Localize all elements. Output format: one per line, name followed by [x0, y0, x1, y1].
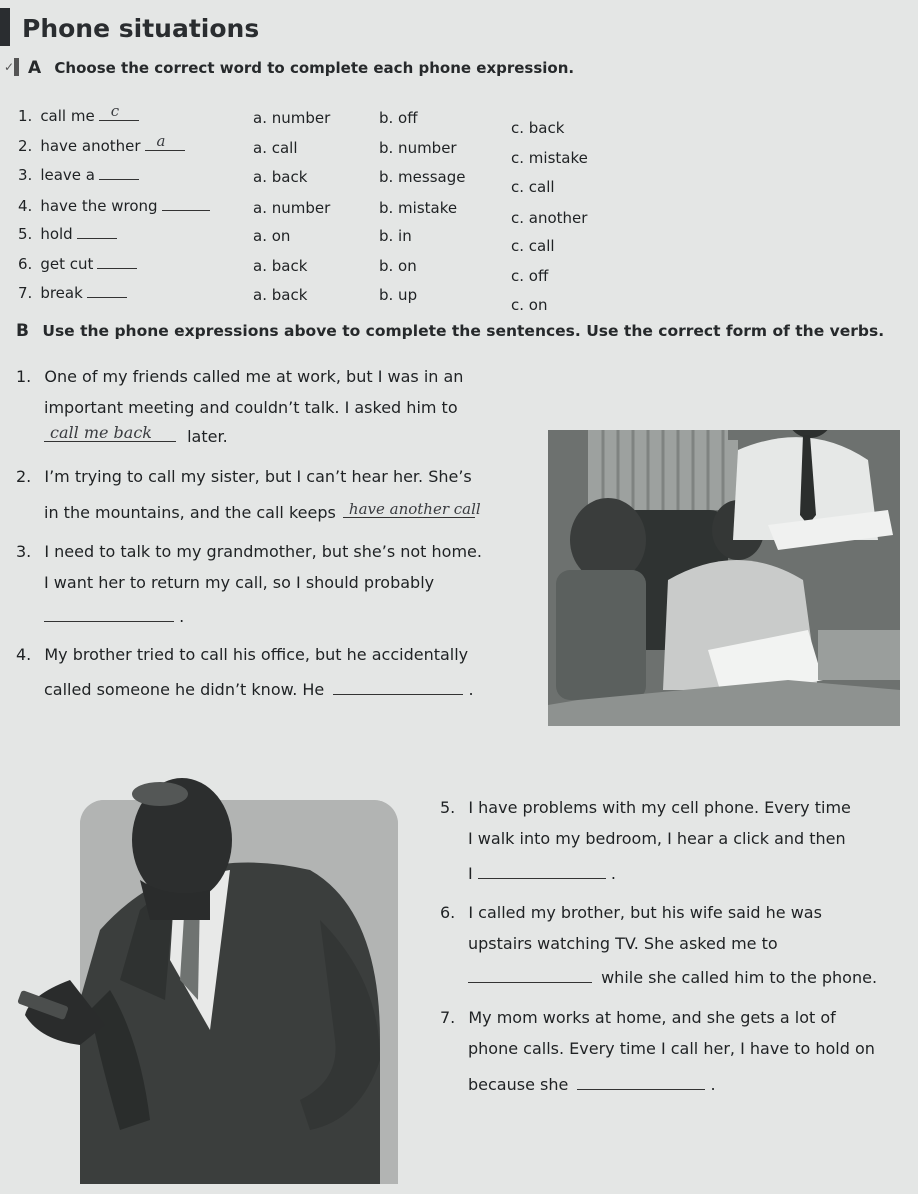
sentence-4-answer-blank[interactable]	[333, 677, 463, 695]
sentence-2-text-2: in the mountains, and the call keeps	[44, 503, 336, 522]
sentence-5-line-1	[440, 800, 851, 816]
item-text: hold	[40, 225, 73, 243]
sentence-3-end: .	[179, 607, 185, 626]
sentence-5-answer-blank[interactable]	[478, 861, 606, 879]
item-number: 4.	[18, 197, 33, 215]
sentence-7-text-1: My mom works at home, and she gets a lot of	[468, 1008, 836, 1027]
sentence-5-text-1: I have problems with my cell phone. Every time	[468, 798, 851, 817]
section-b-instruction: Use the phone expressions above to complete the sentences. Use the correct form of the verbs.	[42, 322, 885, 340]
item-6-option-c[interactable]: c. off	[511, 267, 549, 285]
item-3-option-a[interactable]: a. back	[253, 168, 308, 186]
sentence-4-line-2	[44, 677, 474, 698]
item-4-option-a[interactable]: a. number	[253, 199, 331, 217]
item-number: 6.	[18, 255, 33, 273]
item-text: get cut	[40, 255, 94, 273]
sentence-7-number: 7.	[440, 1008, 456, 1027]
item-4-option-c[interactable]: c. another	[511, 209, 588, 227]
sentence-2-answer: have another call	[348, 500, 481, 518]
sentence-2-line-1	[16, 469, 472, 485]
sentence-2-line-2	[44, 500, 481, 522]
item-number: 1.	[18, 107, 33, 125]
item-4	[18, 193, 210, 215]
sentence-2-number: 2.	[16, 467, 32, 486]
item-1-option-a[interactable]: a. number	[253, 109, 331, 127]
sentence-7-answer-blank[interactable]	[577, 1072, 705, 1090]
item-1-option-c[interactable]: c. back	[511, 119, 565, 137]
sentence-5-end: .	[610, 864, 616, 883]
item-3-option-c[interactable]: c. call	[511, 178, 555, 196]
item-number: 7.	[18, 284, 33, 302]
sentence-3-number: 3.	[16, 542, 32, 561]
section-b-heading	[16, 321, 884, 341]
item-3-option-b[interactable]: b. message	[379, 168, 466, 186]
sentence-4-end: .	[468, 680, 474, 699]
item-1-option-b[interactable]: b. off	[379, 109, 418, 127]
sentence-4-text-2: called someone he didn’t know. He	[44, 680, 325, 699]
item-text: have the wrong	[40, 197, 158, 215]
item-answer-blank[interactable]	[145, 133, 185, 151]
item-1	[18, 103, 139, 125]
section-a-instruction: Choose the correct word to complete each phone expression.	[54, 59, 575, 77]
item-6-option-a[interactable]: a. back	[253, 257, 308, 275]
sentence-1-answer: call me back	[50, 423, 152, 442]
sentence-7-line-1	[440, 1010, 836, 1026]
item-6	[18, 251, 137, 273]
item-7-option-a[interactable]: a. back	[253, 286, 308, 304]
sentence-5-text-2: I walk into my bedroom, I hear a click and then	[468, 829, 846, 848]
sentence-1-line-3	[44, 424, 228, 445]
section-a-letter: A	[28, 58, 42, 78]
sentence-4-line-1	[16, 647, 468, 663]
item-text: call me	[40, 107, 95, 125]
item-5-option-b[interactable]: b. in	[379, 227, 412, 245]
meeting-photo	[548, 430, 900, 726]
sentence-3-line-1	[16, 544, 482, 560]
businessman-head-and-hand	[10, 770, 250, 1090]
checkmark-icon: ✓	[4, 60, 15, 74]
item-answer: c	[110, 102, 120, 120]
item-answer-blank[interactable]	[97, 251, 137, 269]
sentence-3-answer-blank[interactable]	[44, 604, 174, 622]
sentence-4-number: 4.	[16, 645, 32, 664]
sentence-7-end: .	[710, 1075, 716, 1094]
sentence-1-answer-blank[interactable]	[44, 424, 176, 442]
sentence-6-number: 6.	[440, 903, 456, 922]
item-7	[18, 280, 127, 302]
sentence-1-end: later.	[187, 427, 228, 446]
section-b-letter: B	[16, 321, 29, 341]
sentence-5-text-3: I	[468, 864, 473, 883]
item-number: 2.	[18, 137, 33, 155]
sentence-3-text-2: I want her to return my call, so I should probably	[44, 573, 435, 592]
sentence-7-text-3: because she	[468, 1075, 569, 1094]
item-answer-blank[interactable]	[77, 221, 117, 239]
sentence-1-line-1	[16, 369, 463, 385]
item-number: 3.	[18, 166, 33, 184]
sentence-1-text-2: important meeting and couldn’t talk. I asked him to	[44, 398, 458, 417]
item-5-option-c[interactable]: c. call	[511, 237, 555, 255]
item-2	[18, 133, 185, 155]
item-5-option-a[interactable]: a. on	[253, 227, 291, 245]
item-answer-blank[interactable]	[99, 162, 139, 180]
sentence-6-line-3	[468, 965, 877, 986]
item-4-option-b[interactable]: b. mistake	[379, 199, 458, 217]
item-2-option-a[interactable]: a. call	[253, 139, 298, 157]
sentence-6-text-3: while she called him to the phone.	[601, 968, 878, 987]
sentence-7-line-3	[468, 1072, 716, 1093]
item-answer-blank[interactable]	[87, 280, 127, 298]
meeting-illustration	[548, 430, 900, 726]
item-7-option-b[interactable]: b. up	[379, 286, 418, 304]
sentence-1-text-1: One of my friends called me at work, but I was in an	[44, 367, 464, 386]
sentence-3-line-3	[44, 604, 184, 625]
item-3	[18, 162, 139, 184]
sentence-1-number: 1.	[16, 367, 32, 386]
sentence-6-answer-blank[interactable]	[468, 965, 592, 983]
item-7-option-c[interactable]: c. on	[511, 296, 548, 314]
sentence-6-line-1	[440, 905, 822, 921]
title-accent-bar	[0, 8, 10, 46]
section-a-bar	[14, 58, 19, 76]
sentence-4-text-1: My brother tried to call his office, but he accidentally	[44, 645, 469, 664]
item-text: break	[40, 284, 83, 302]
sentence-3-text-1: I need to talk to my grandmother, but she’s not home.	[44, 542, 482, 561]
item-6-option-b[interactable]: b. on	[379, 257, 417, 275]
item-answer-blank[interactable]	[162, 193, 210, 211]
sentence-6-text-2: upstairs watching TV. She asked me to	[468, 934, 778, 953]
sentence-5-line-3	[468, 861, 616, 882]
item-answer: a	[156, 132, 166, 150]
section-a-heading	[28, 58, 574, 78]
sentence-6-text-1: I called my brother, but his wife said he was	[468, 903, 822, 922]
page-title: Phone situations	[22, 14, 260, 43]
sentence-5-number: 5.	[440, 798, 456, 817]
sentence-2-answer-blank[interactable]	[343, 500, 481, 518]
item-answer-blank[interactable]	[99, 103, 139, 121]
sentence-7-text-2: phone calls. Every time I call her, I have to hold on	[468, 1039, 875, 1058]
item-2-option-b[interactable]: b. number	[379, 139, 457, 157]
item-text: leave a	[40, 166, 95, 184]
item-text: have another	[40, 137, 141, 155]
item-number: 5.	[18, 225, 33, 243]
item-5	[18, 221, 117, 243]
sentence-2-text-1: I’m trying to call my sister, but I can’t hear her. She’s	[44, 467, 472, 486]
item-2-option-c[interactable]: c. mistake	[511, 149, 588, 167]
